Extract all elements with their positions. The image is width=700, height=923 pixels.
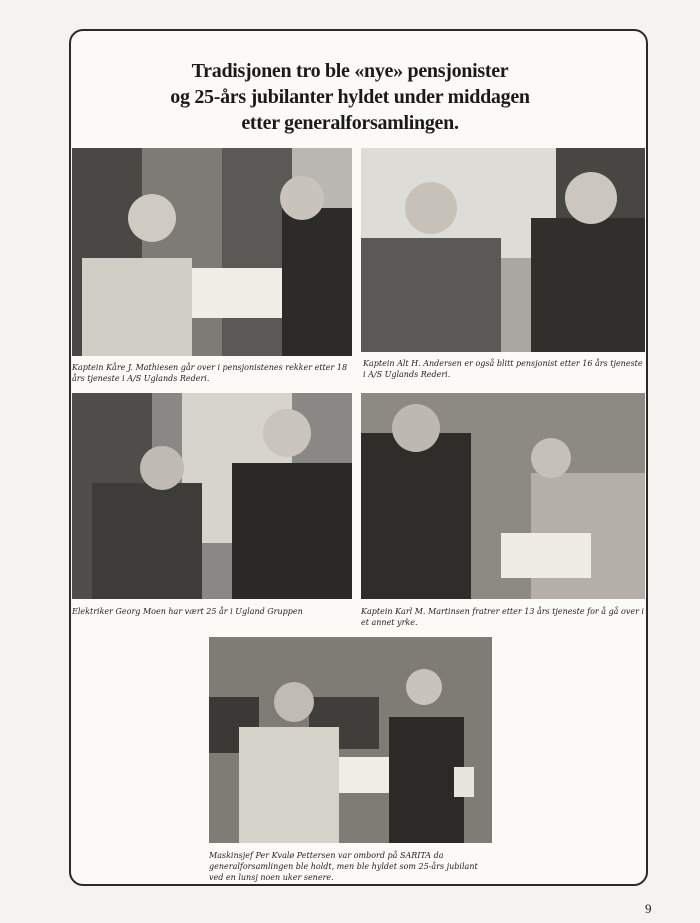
photo-martinsen [361, 393, 645, 599]
photo-pettersen [209, 637, 492, 843]
photo-mathiesen [72, 148, 352, 356]
page-headline [100, 58, 600, 136]
headline-line-3: etter generalforsamlingen. [241, 112, 459, 134]
photo-moen [72, 393, 352, 599]
caption-moen: Elektriker Georg Moen har vært 25 år i Ugland Gruppen [72, 607, 303, 616]
page-number: 9 [645, 901, 652, 916]
headline-line-1: Tradisjonen tro ble «nye» pensjonister [191, 60, 509, 82]
caption-pettersen: Maskinsjef Per Kvalø Pettersen var ombord på SARITA da generalforsamlingen ble holdt, men ble hyldet som 25-års jubilant ved en lunsj noen uker senere. [209, 851, 478, 882]
headline-line-2: og 25-års jubilanter hyldet under middagen [170, 86, 530, 108]
caption-mathiesen: Kaptein Kåre J. Mathiesen går over i pensjonistenes rekker etter 18 års tjeneste i A/S Uglands Rederi. [72, 363, 348, 383]
caption-andersen: Kaptein Alt H. Andersen er også blitt pensjonist etter 16 års tjeneste i A/S Uglands Rederi. [363, 359, 643, 379]
photo-andersen [361, 148, 645, 352]
caption-martinsen: Kaptein Karl M. Martinsen fratrer etter 13 års tjeneste for å gå over i et annet yrke. [361, 607, 644, 627]
